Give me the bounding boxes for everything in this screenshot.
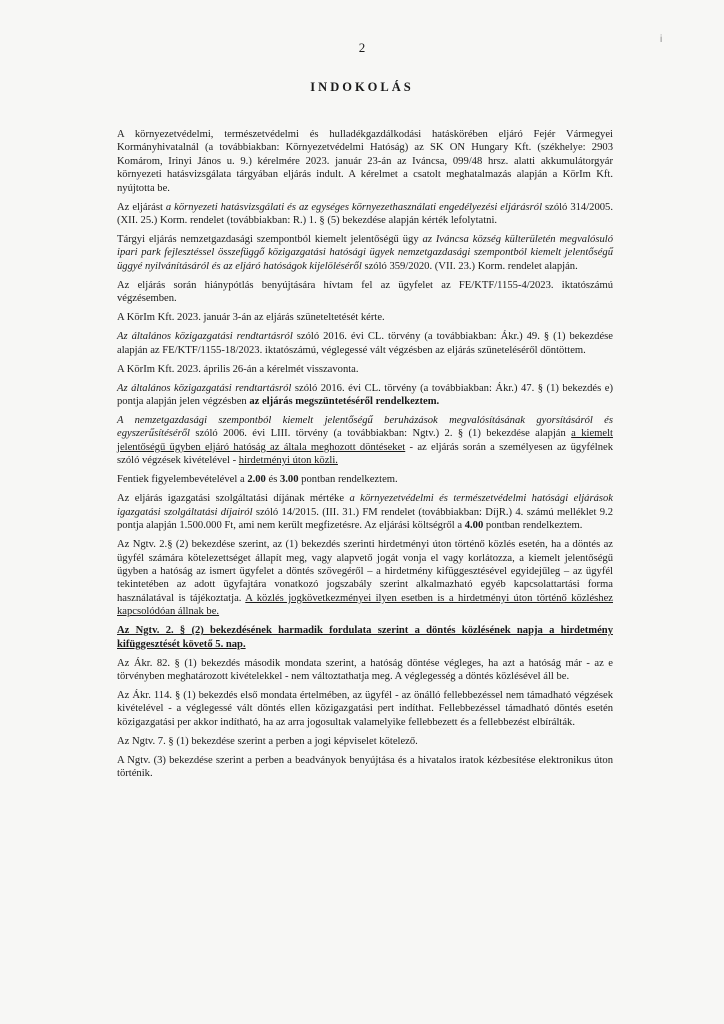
text-run: szóló 314/2005. (XII. 25.) Korm. rendelet (továbbiakban: R.) 1. § (5) bekezdése alapján kérték lefolytatni. (117, 201, 613, 227)
text-run: pontban rendelkeztem. (298, 474, 398, 486)
bold-run: 3.00 (279, 474, 299, 486)
text-run: Az eljárást (117, 201, 166, 213)
italic-run: az Iváncsa község külterületén megvalósuló ipari park fejlesztéssel összefüggő közigazgatási hatósági ügyek nemzetgazdasági szempontból kiemelt jelentőségű üggyé nyilvánításáról és az eljáró hatóságok kijelöléséről (117, 234, 613, 272)
paragraph-2 (117, 201, 613, 228)
text-run: Fentiek figyelembevételével a (117, 474, 248, 486)
bold-run: 4.00 (464, 520, 484, 532)
paragraph-7: A KörIm Kft. 2023. április 26-án a kérelmét visszavonta. (117, 363, 359, 375)
page-number: 2 (358, 40, 366, 55)
underline-run: a kiemelt jelentőségű ügyben eljáró hatóság az általa meghozott döntéseket (117, 428, 613, 453)
paragraph-13: Az Ngtv. 2. § (2) bekezdésének harmadik fordulata szerint a döntés közlésének napja a hirdetmény kifüggesztését követő 5. nap. (117, 625, 613, 650)
paragraph-16: Az Ngtv. 7. § (1) bekezdése szerint a perben a jogi képviselet kötelező. (117, 735, 418, 747)
paragraph-17: A Ngtv. (3) bekezdése szerint a perben a beadványok benyújtása és a hivatalos iratok kézbesítése elektronikus úton történik. (117, 754, 613, 780)
text-run: pontban rendelkeztem. (483, 520, 583, 532)
text-run: Az Ngtv. 2.§ (2) bekezdése szerint, az (1) bekezdés szerinti hirdetményi úton történő közlés esetén, ha a döntés az ügyfél számára kötelezettséget állapít meg, vagy alapvető jogát vonja el vagy korlátozza, a kiemelt jelentőségű ügyben a hatóság az ismert ügyfelet a döntés szövegéről – a hirdetmény kifüggesztésével egyidejűleg – az ügyfél tekintetében az adott ügyfajtára vonatkozó jogszabály szerint alkalmazható egyéb kapcsolattartási forma használatával is tájékoztatja. (117, 539, 613, 604)
paragraph-8 (117, 382, 613, 409)
corner-mark: i (660, 34, 663, 45)
text-run: és (265, 474, 280, 486)
text-run: Az eljárás igazgatási szolgáltatási díjának mértéke (117, 493, 350, 505)
paragraph-4: Az eljárás során hiánypótlás benyújtására hívtam fel az ügyfelet az FE/KTF/1155-4/2023. iktatószámú végzésemben. (117, 279, 613, 305)
paragraph-3 (117, 233, 613, 273)
text-run: szóló 14/2015. (III. 31.) FM rendelet (továbbiakban: DíjR.) 4. számú melléklet 9.2 pontja alapján 1.500.000 Ft, ami nem került megfizetésre. Az eljárási költségről a (117, 506, 613, 532)
paragraph-9 (117, 414, 613, 468)
paragraph-14: Az Ákr. 82. § (1) bekezdés második mondata szerint, a hatóság döntése végleges, ha azt a hatóság már - az e törvényben meghatározott kivételekkel - nem változtathatja meg. A véglegesség a döntés közlésével áll be. (117, 657, 613, 682)
underline-run: A közlés jogkövetkezményei ilyen esetben is a hirdetményi úton történő közléshez kapcsolódóan állnak be. (117, 592, 613, 618)
paragraph-11 (117, 492, 613, 532)
paragraph-5: A KörIm Kft. 2023. január 3-án az eljárás szüneteltetését kérte. (117, 312, 385, 324)
bold-run: 2.00 (247, 474, 266, 486)
italic-run: a környezeti hatásvizsgálati és az egységes környezethasználati engedélyezési eljárásról (165, 201, 543, 213)
text-run: - az eljárás során a személyesen az ügyfélnek szóló végzések kivételével - (117, 441, 613, 467)
underline-run: hirdetményi úton közli. (238, 455, 338, 467)
text-run: szóló 359/2020. (VII. 23.) Korm. rendelet alapján. (361, 260, 578, 272)
document-body (117, 128, 613, 786)
page-title: INDOKOLÁS (310, 80, 414, 94)
paragraph-12 (117, 538, 613, 618)
italic-run: Az általános közigazgatási rendtartásról (117, 331, 293, 343)
text-run: szóló 2006. évi LIII. törvény (a továbbiakban: Ngtv.) 2. § (1) bekezdése alapján (189, 428, 572, 440)
italic-run: a környezetvédelmi és természetvédelmi hatósági eljárások igazgatási szolgáltatási díjairól (117, 493, 614, 518)
text-run: szóló 2016. évi CL. törvény (a továbbiakban: Ákr.) 47. § (1) bekezdés e) pontja alapján jelen végzésben (117, 382, 613, 408)
paragraph-15: Az Ákr. 114. § (1) bekezdés első mondata értelmében, az ügyfél - az önálló fellebbezéssel nem támadható végzések kivételével - a véglegessé vált döntés ellen közigazgatási pert indíthat. Fellebbezéssel támadható döntés esetén közigazgatási per akkor indítható, ha az arra jogosultak valamelyike fellebbezett és a fellebbezést elbírálták. (117, 689, 613, 728)
paragraph-6 (117, 330, 613, 357)
bold-run: az eljárás megszüntetéséről rendelkeztem. (249, 396, 440, 408)
italic-run: A nemzetgazdasági szempontból kiemelt jelentőségű beruházások megvalósításának gyorsításáról és egyszerűsítéséről (117, 415, 613, 440)
paragraph-10 (117, 473, 613, 486)
italic-run: Az általános közigazgatási rendtartásról (117, 382, 292, 394)
text-run: szóló 2016. évi CL. törvény (a továbbiakban: Ákr.) 49. § (1) bekezdése alapján az FE/KTF/1155-18/2023. iktatószámú, véglegessé vált végzésben az eljárás szüneteléséről döntöttem. (117, 331, 613, 356)
paragraph-1: A környezetvédelmi, természetvédelmi és hulladékgazdálkodási hatáskörében eljáró Fejér Vármegyei Kormányhivatalnál (a továbbiakban: Környezetvédelmi Hatóság) az SK ON Hungary Kft. (székhelye: 2903 Komárom, Irinyi János u. 9.) kérelmére 2023. január 23-án az Iváncsa, 099/48 hrsz. alatti akkumulátorgyár környezeti hatásvizsgálata tárgyában eljárás indult. A kérelmet a csatolt meghatalmazás alapján a KörIm Kft. nyújtotta be. (117, 129, 613, 194)
text-run: Tárgyi eljárás nemzetgazdasági szempontból kiemelt jelentőségű ügy (117, 234, 423, 246)
